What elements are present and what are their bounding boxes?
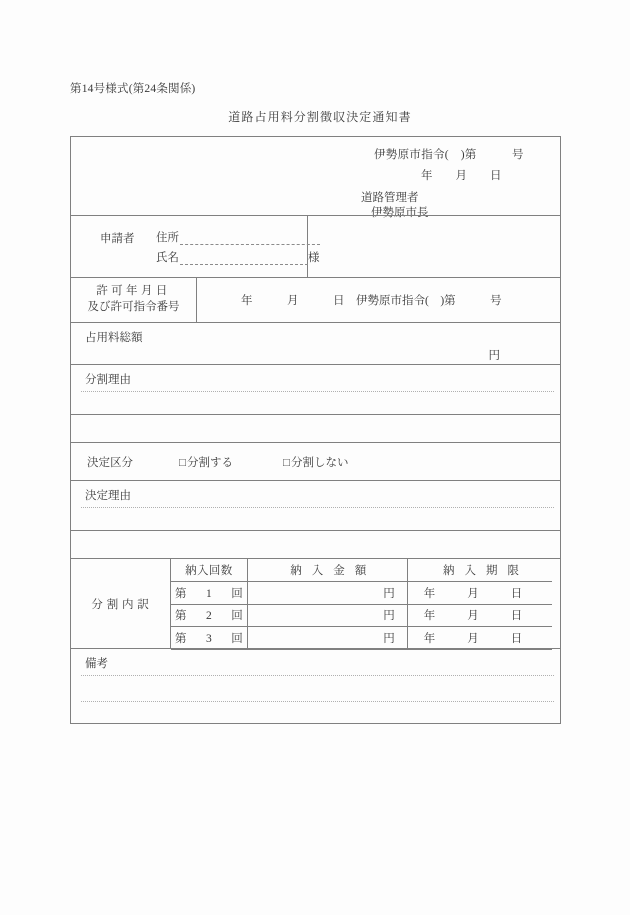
- page-title: 道路占用料分割徴収決定通知書: [228, 110, 412, 124]
- applicant-block: [71, 215, 560, 277]
- row-1-due-year: 年: [423, 587, 436, 600]
- row-2-amount[interactable]: [247, 604, 407, 627]
- total-fee-unit: 円: [488, 350, 500, 362]
- decision-reason-extra-space: [71, 530, 560, 558]
- row-2-due[interactable]: [407, 604, 552, 627]
- row-2-amount-unit: 円: [383, 610, 395, 623]
- applicant-address-blank[interactable]: [180, 233, 320, 245]
- road-administrator-label: 道路管理者: [361, 192, 419, 204]
- row-3-due-month: 月: [467, 632, 479, 645]
- permit-value: 年 月 日 伊勢原市指令( )第 号: [241, 295, 502, 307]
- applicant-honorific: 様: [308, 252, 320, 264]
- row-3-due-year: 年: [423, 632, 436, 645]
- breakdown-table: [171, 559, 552, 650]
- total-fee-row: [71, 322, 560, 364]
- row-2-due-year: 年: [423, 610, 436, 623]
- remarks-label: 備考: [85, 658, 108, 670]
- decision-option-no-split-label: 分割しない: [290, 457, 349, 469]
- row-2-due-month: 月: [467, 610, 479, 623]
- applicant-box: [84, 215, 320, 277]
- split-reason-row[interactable]: [71, 364, 560, 414]
- permit-value-cell[interactable]: [197, 278, 560, 322]
- header-amount-label: 納入金額: [290, 565, 377, 577]
- permit-header-line2: 及び許可指令番号: [87, 301, 180, 313]
- issuer-block: [71, 137, 560, 219]
- total-fee-label: 占用料総額: [85, 332, 143, 344]
- applicant-label: 申請者: [100, 233, 135, 245]
- row-2-due-date: [408, 607, 553, 623]
- form-frame: [70, 136, 561, 724]
- checkbox-split-icon[interactable]: □: [179, 457, 186, 469]
- split-reason-extra-space: [71, 414, 560, 442]
- split-reason-rule: [81, 391, 554, 392]
- remarks-row[interactable]: [71, 648, 560, 723]
- permit-row: [71, 277, 560, 322]
- decision-category-label: 決定区分: [87, 457, 133, 469]
- permit-header-cell: [71, 278, 197, 322]
- decision-reason-rule: [81, 507, 554, 508]
- decision-option-split[interactable]: [179, 454, 233, 470]
- row-1-ordinal-label: 第 1 回: [175, 587, 247, 600]
- table-header-row: [171, 559, 552, 582]
- header-count: [171, 559, 247, 582]
- remarks-rule-2: [81, 701, 554, 702]
- row-3-due-day: 日: [510, 632, 523, 645]
- decision-category-row: [71, 442, 560, 480]
- row-1-due-date: [408, 585, 553, 601]
- applicant-name-label: 氏名: [156, 252, 179, 264]
- remarks-rule-1: [81, 675, 554, 676]
- row-3-ordinal-label: 第 3 回: [175, 632, 247, 645]
- header-due-label: 納入期限: [443, 565, 529, 577]
- breakdown-label-cell: [71, 559, 171, 648]
- mayor-name: 伊勢原市長: [371, 207, 429, 219]
- checkbox-no-split-icon[interactable]: □: [283, 457, 290, 469]
- row-3-due[interactable]: [407, 627, 552, 650]
- row-3-amount[interactable]: [247, 627, 407, 650]
- row-3-amount-unit: 円: [383, 632, 395, 645]
- row-3-due-date: [408, 630, 553, 646]
- row-1-due-day: 日: [510, 587, 523, 600]
- form-number: 第14号様式(第24条関係): [70, 83, 196, 95]
- row-3-ordinal: [171, 627, 247, 650]
- applicant-address-field[interactable]: [156, 229, 320, 245]
- issuer-date: 年 月 日: [421, 170, 502, 182]
- split-reason-label: 分割理由: [85, 374, 131, 386]
- table-row: [171, 627, 552, 650]
- decision-reason-row[interactable]: [71, 480, 560, 530]
- table-row: [171, 604, 552, 627]
- breakdown-row: [71, 558, 560, 648]
- header-due: [407, 559, 552, 582]
- table-row: [171, 582, 552, 605]
- permit-header-line1: 許可年月日: [96, 285, 171, 298]
- decision-option-no-split[interactable]: [283, 454, 348, 470]
- row-1-ordinal: [171, 582, 247, 605]
- row-2-ordinal-label: 第 2 回: [175, 610, 247, 623]
- breakdown-label: 分割内訳: [91, 598, 153, 611]
- decision-reason-label: 決定理由: [85, 490, 131, 502]
- row-1-amount-unit: 円: [383, 587, 395, 600]
- row-1-due[interactable]: [407, 582, 552, 605]
- applicant-address-label: 住所: [156, 232, 179, 244]
- applicant-name-field[interactable]: [156, 249, 320, 265]
- row-2-ordinal: [171, 604, 247, 627]
- header-amount: [247, 559, 407, 582]
- row-1-amount[interactable]: [247, 582, 407, 605]
- header-count-label: 納入回数: [185, 565, 233, 577]
- row-2-due-day: 日: [510, 610, 523, 623]
- row-1-due-month: 月: [467, 587, 479, 600]
- decision-option-split-label: 分割する: [186, 457, 233, 469]
- applicant-name-blank[interactable]: [180, 253, 308, 265]
- issuer-order-number: 伊勢原市指令( )第 号: [374, 149, 524, 161]
